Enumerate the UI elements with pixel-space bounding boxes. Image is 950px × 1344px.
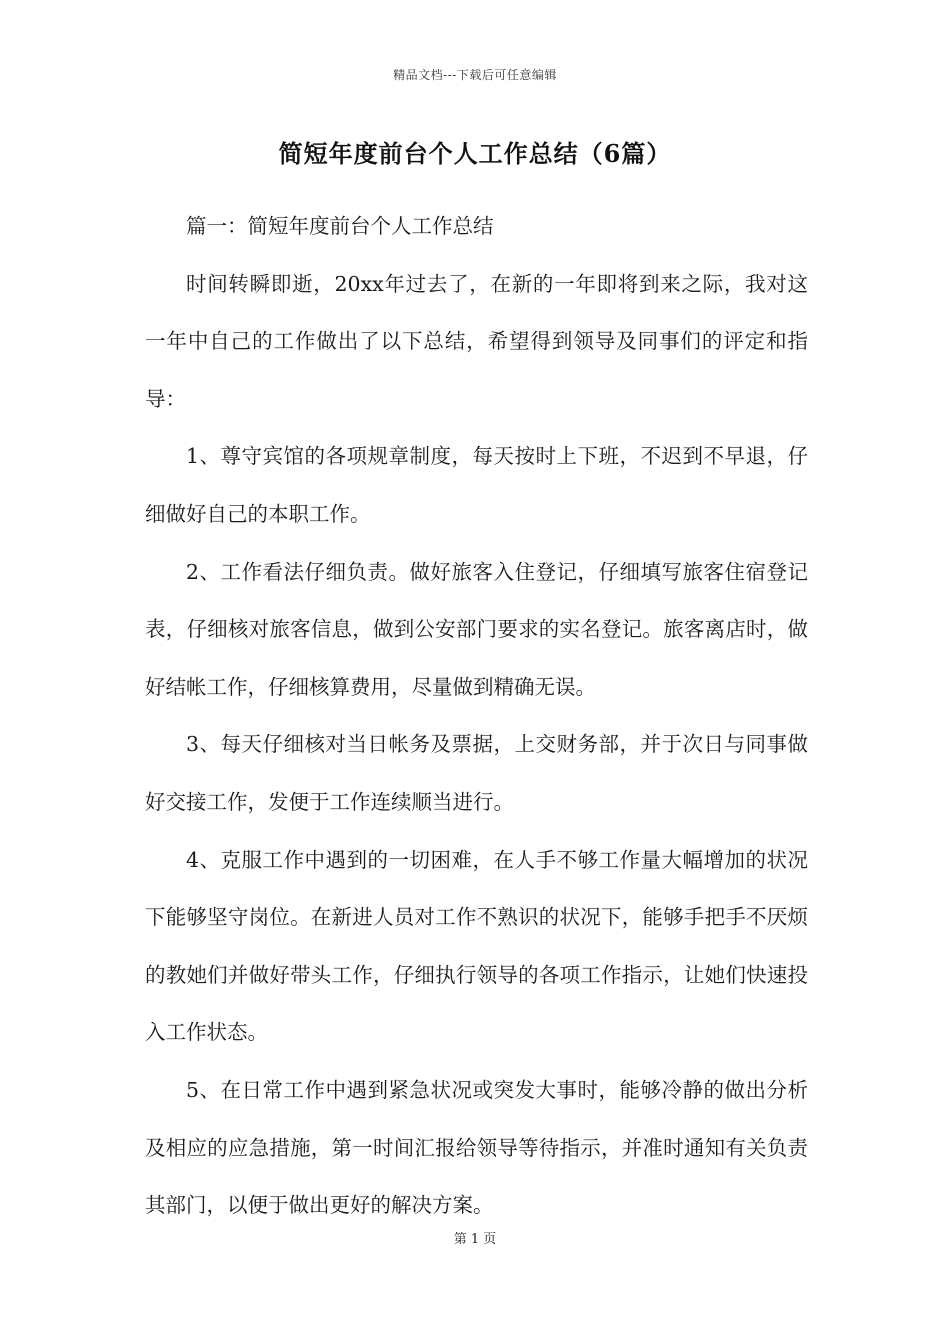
section-heading: 篇一：简短年度前台个人工作总结 bbox=[186, 214, 494, 238]
document-title: 简短年度前台个人工作总结（6篇） bbox=[278, 139, 672, 168]
paragraph-item-3: 3、每天仔细核对当日帐务及票据，上交财务部，并于次日与同事做好交接工作，发便于工作连续顺当进行。 bbox=[145, 732, 808, 814]
paragraph-item-1: 1、尊守宾馆的各项规章制度，每天按时上下班，不迟到不早退，仔细做好自己的本职工作。 bbox=[145, 444, 808, 526]
paragraph-intro: 时间转瞬即逝，20xx年过去了，在新的一年即将到来之际，我对这一年中自己的工作做出了以下总结，希望得到领导及同事们的评定和指导： bbox=[145, 271, 808, 411]
page-number: 第 1 页 bbox=[453, 1232, 497, 1247]
paragraph-item-5: 5、在日常工作中遇到紧急状况或突发大事时，能够冷静的做出分析及相应的应急措施，第一时间汇报给领导等待指示，并准时通知有关负责其部门，以便于做出更好的解决方案。 bbox=[145, 1077, 808, 1218]
document-body bbox=[145, 198, 808, 1235]
paragraph-item-2: 2、工作看法仔细负责。做好旅客入住登记，仔细填写旅客住宿登记表，仔细核对旅客信息，做到公安部门要求的实名登记。旅客离店时，做好结帐工作，仔细核算费用，尽量做到精确无误。 bbox=[145, 559, 808, 699]
paragraph-item-4: 4、克服工作中遇到的一切困难，在人手不够工作量大幅增加的状况下能够坚守岗位。在新进人员对工作不熟识的状况下，能够手把手不厌烦的教她们并做好带头工作，仔细执行领导的各项工作指示，让她们快速投入工作状态。 bbox=[145, 847, 808, 1045]
page-header: 精品文档---下载后可任意编辑 bbox=[393, 68, 557, 82]
